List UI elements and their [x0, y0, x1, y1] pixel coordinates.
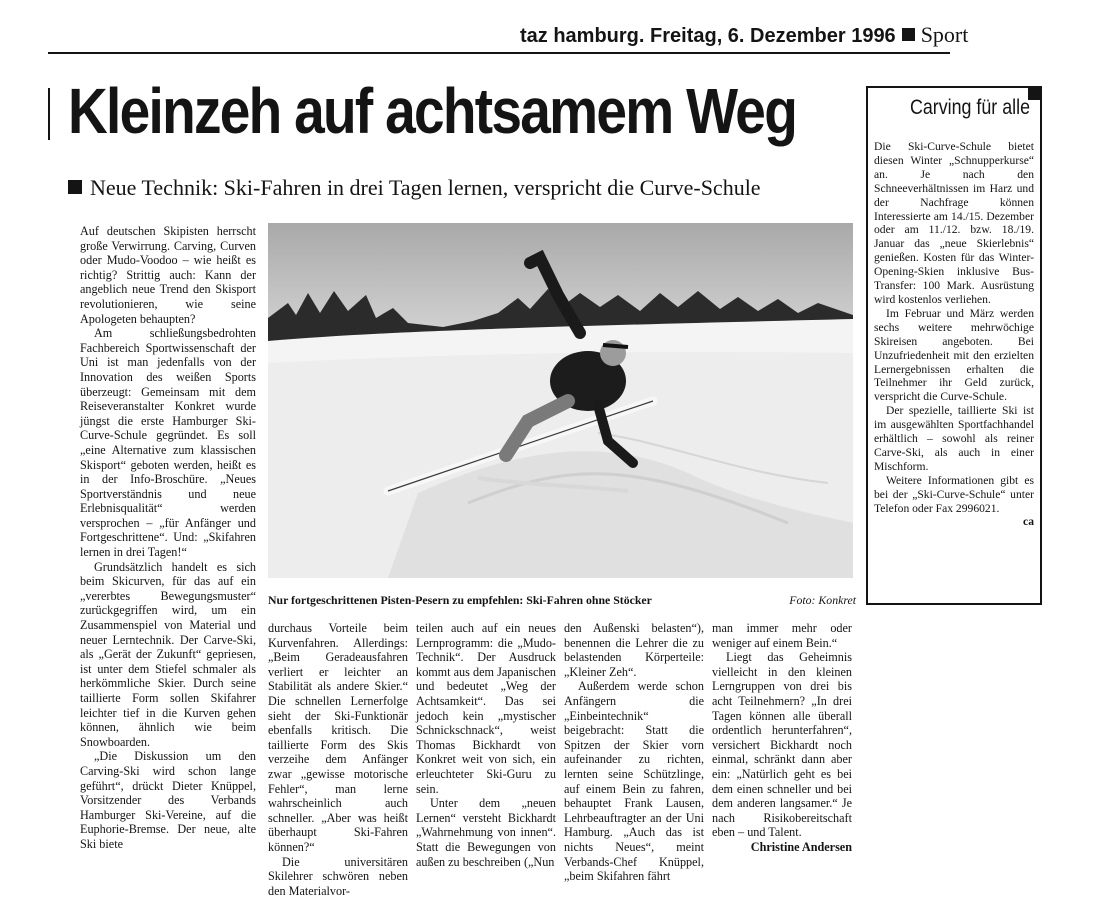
paragraph: man immer mehr oder weniger auf einem Bein.“: [712, 621, 852, 650]
sidebar-body: [874, 140, 1034, 529]
article-column-4: [564, 621, 704, 884]
square-bullet-icon: [902, 28, 915, 41]
skier-photo: [268, 223, 853, 578]
photo-caption-row: [268, 593, 856, 608]
sidebar-paragraph: Im Februar und März werden sechs weitere mehrwöchige Skireisen angeboten. Bei Unzufriedenheit mit den erzielten Lernergebnissen erhalten die Teilnehmer ihr Geld zurück, verspricht die Curve-Schule.: [874, 307, 1034, 404]
sidebar-paragraph: Der spezielle, taillierte Ski ist im ausgewählten Sportfachhandel erhältlich – sowohl als reiner Carve-Ski, als auch in einer Mischform.: [874, 404, 1034, 474]
article-headline: Kleinzeh auf achtsamem Weg: [68, 74, 739, 148]
article-column-3: [416, 621, 556, 869]
sidebar-paragraph: Die Ski-Curve-Schule bietet diesen Winter „Schnupperkurse“ an. Je nach den Schneeverhältnissen im Harz und der Nachfrage können Interessierte am 14./15. Dezember oder am 11./12. bzw. 18./19. Januar das „neue Skierlebnis“ genießen. Kosten für das Winter-Opening-Skien inklusive Bus-Transfer: 100 Mark. Ausrüstung wird kostenlos verliehen.: [874, 140, 1034, 307]
photo-credit: Foto: Konkret: [789, 593, 856, 608]
headline-left-rule: [48, 88, 50, 140]
sidebar-box: [866, 86, 1042, 605]
sidebar-signature: ca: [874, 515, 1034, 529]
article-column-2: [268, 621, 408, 898]
sidebar-title: Carving für alle: [892, 96, 1030, 120]
publication-dateline: taz hamburg. Freitag, 6. Dezember 1996: [520, 25, 896, 47]
subheadline-text: Neue Technik: Ski-Fahren in drei Tagen lernen, verspricht die Curve-Schule: [90, 175, 761, 200]
photo-caption: Nur fortgeschrittenen Pisten-Pesern zu empfehlen: Ski-Fahren ohne Stöcker: [268, 593, 652, 607]
paragraph: den Außenski belasten“), benennen die Lehrer die zu belastenden Körperteile: „Kleiner Zeh“.: [564, 621, 704, 679]
paragraph: teilen auch auf ein neues Lernprogramm: die „Mudo-Technik“. Der Ausdruck kommt aus dem Japanischen und bedeutet „Weg der Achtsamkeit“. Das sei jedoch kein „mystischer Schnickschnack“, weist Thomas Bickhardt von Konkret weit von sich, ein erleuchteter Ski-Guru zu sein.: [416, 621, 556, 796]
paragraph: Auf deutschen Skipisten herrscht große Verwirrung. Carving, Curven oder Mudo-Voodoo – wie heißt es richtig? Strittig auch: Kann der angeblich neue Trend den Skisport revolutionieren, wie seine Apologeten behaupten?: [80, 224, 256, 326]
paragraph: durchaus Vorteile beim Kurvenfahren. Allerdings: „Beim Geradeausfahren verliert er leichter an Stabilität als andere Skier.“ Die schnellen Lernerfolge sieht der Ski-Funktionär ebenfalls kritisch. Die taillierte Form des Skis verzeihe dem Anfänger zwar „gewisse motorische Fehler“, man lerne wahrscheinlich auch schneller. „Aber was heißt überhaupt Ski-Fahren können?“: [268, 621, 408, 855]
square-bullet-icon: [68, 180, 82, 194]
paragraph: Außerdem werde schon Anfängern die „Einbeintechnik“ beigebracht: Statt die Spitzen der Skier vorn aufeinander zu richten, lernten seine Schützlinge, auf einem Bein zu fahren, behauptet Frank Lausen, Lehrbeauftragter an der Uni Hamburg. „Auch das ist nichts Neues“, meint Verbands-Chef Knüppel, „beim Skifahren fährt: [564, 679, 704, 883]
skier-photo-image: [268, 223, 853, 578]
page-header: [520, 22, 960, 48]
section-name: Sport: [921, 22, 969, 47]
header-rule: [48, 52, 950, 54]
article-column-5: [712, 621, 852, 855]
author-byline: Christine Andersen: [712, 840, 852, 855]
paragraph: Grundsätzlich handelt es sich beim Skicurven, für das auf ein „vererbtes Bewegungsmuster“ zurückgegriffen wird, um ein Zusammenspiel von Material und neuer Lerntechnik. Der Carve-Ski, als „Gerät der Zukunft“ gepriesen, ist unter dem Stiefel schmaler als herkömmliche Skier. Durch seine taillierte Form sollen Skifahrer leichter tief in die Kurven gehen können, ähnlich wie beim Snowboarden.: [80, 560, 256, 750]
paragraph: Liegt das Geheimnis vielleicht in den kleinen Lerngruppen von drei bis acht Teilnehmern? „In drei Tagen können alle überall ordentlich herunterfahren“, versichert Bickhardt noch einmal, schränkt dann aber ein: „Natürlich geht es bei dem einen schneller und bei dem anderen langsamer.“ Je nach Risikobereitschaft eben – und Talent.: [712, 650, 852, 840]
paragraph: Die universitären Skilehrer schwören neben den Materialvor-: [268, 855, 408, 898]
article-column-1: [80, 224, 256, 852]
paragraph: Am schließungsbedrohten Fachbereich Sportwissenschaft der Uni ist man jedenfalls von der Innovation des weißen Sports überzeugt: Gemeinsam mit dem Reiseveranstalter Konkret wurde jüngst die erste Hamburger Ski-Curve-Schule gegründet. Es soll „eine Alternative zum klassischen Skisport“ geboten werden, heißt es in der Info-Broschüre. „Neues Sportverständnis und neue Erlebnisqualität“ werden versprochen – „für Anfänger und Fortgeschrittene“. Und: „Skifahren lernen in drei Tagen!“: [80, 326, 256, 560]
paragraph: Unter dem „neuen Lernen“ versteht Bickhardt „Wahrnehmung von innen“. Statt die Bewegungen von außen zu beschreiben („Nun: [416, 796, 556, 869]
corner-square-icon: [1028, 86, 1042, 100]
sidebar-paragraph: Weitere Informationen gibt es bei der „Ski-Curve-Schule“ unter Telefon oder Fax 2996021.: [874, 474, 1034, 516]
paragraph: „Die Diskussion um den Carving-Ski wird schon lange geführt“, drückt Dieter Knüppel, Vorsitzender des Verbands Hamburger Ski-Vereine, auf die Euphorie-Bremse. Der neue, alte Ski biete: [80, 749, 256, 851]
article-subheadline: [68, 175, 868, 201]
